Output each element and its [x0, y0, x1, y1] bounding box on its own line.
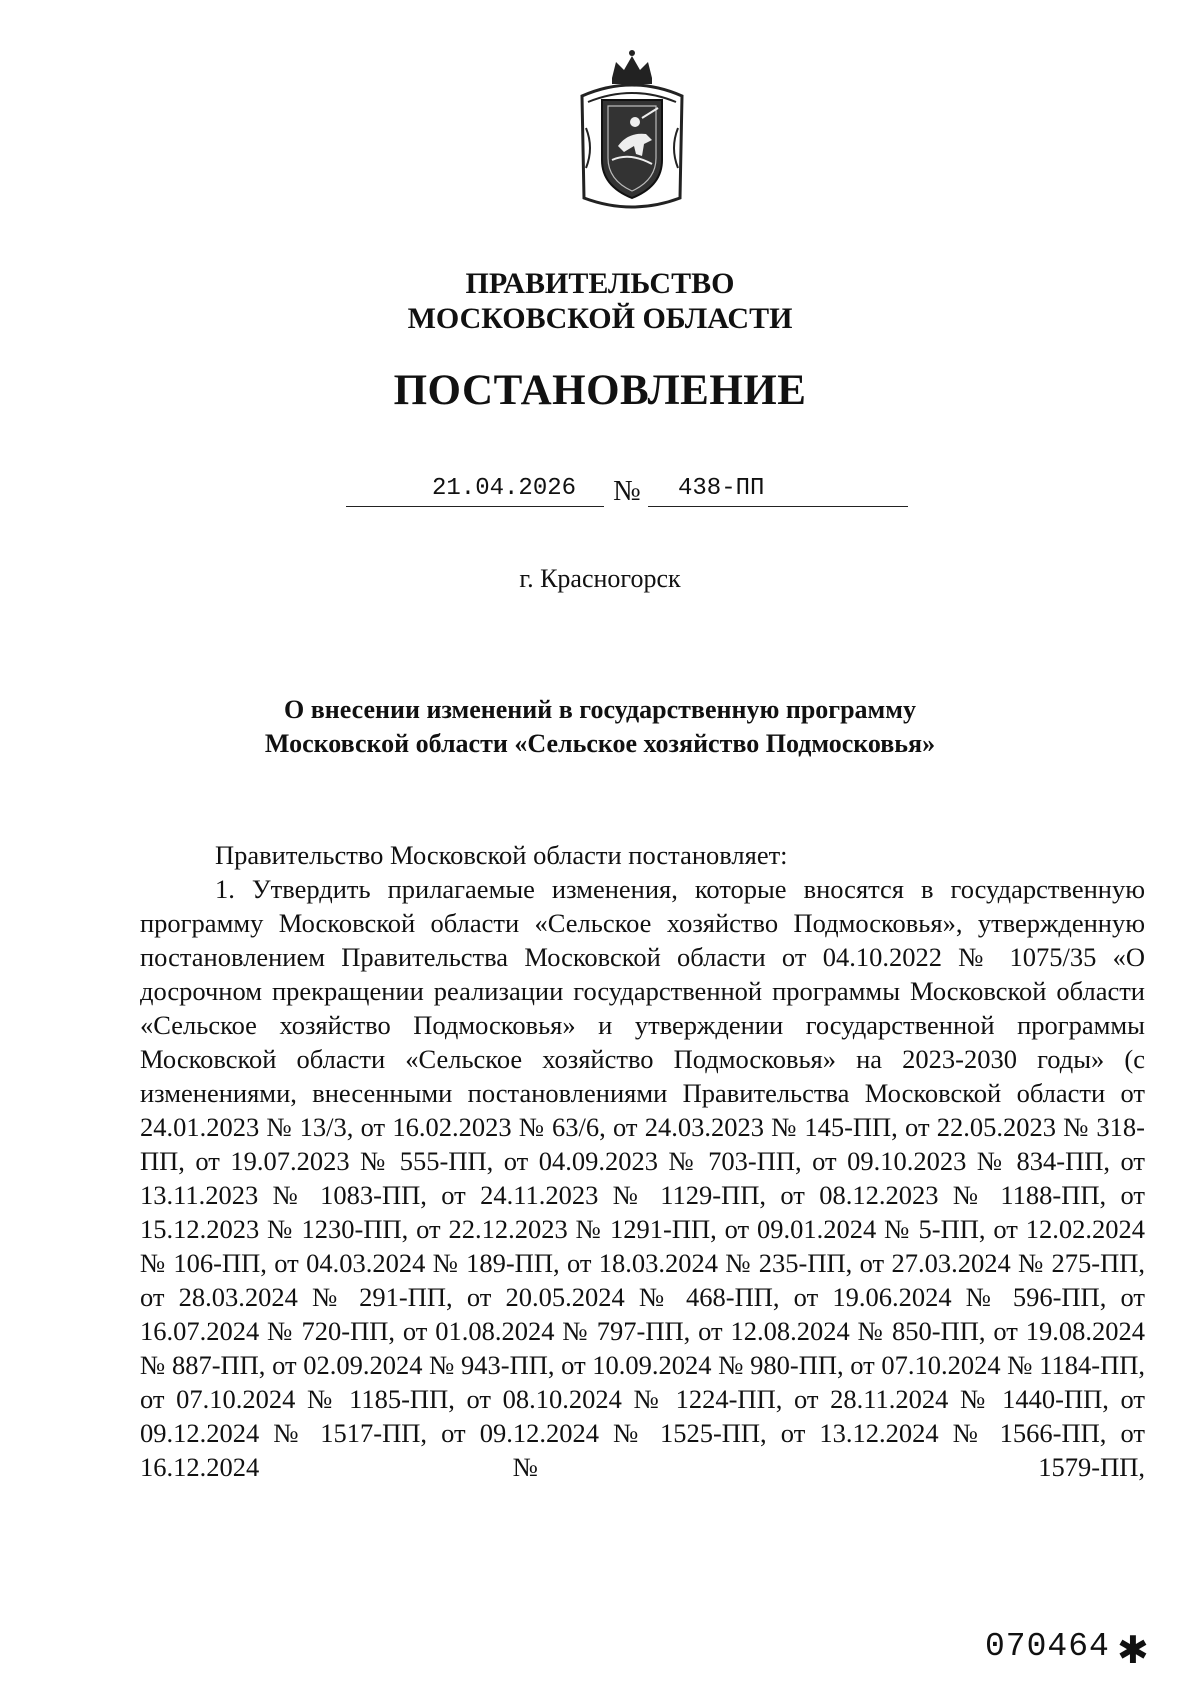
registration-date-field	[346, 472, 604, 507]
body-item-1: 1. Утвердить прилагаемые изменения, которые вносятся в государственную программу Московской области «Сельское хозяйство Подмосковья», утвержденную постановлением Правительства Московской области от 04.10.2022 № 1075/35 «О досрочном прекращении реализации государственной программы Московской области «Сельское хозяйство Подмосковья» и утверждении государственной программы Московской области «Сельское хозяйство Подмосковья» на 2023-2030 годы» (с изменениями, внесенными постановлениями Правительства Московской области от 24.01.2023 № 13/3, от 16.02.2023 № 63/6, от 24.03.2023 № 145-ПП, от 22.05.2023 № 318-ПП, от 19.07.2023 № 555-ПП, от 04.09.2023 № 703-ПП, от 09.10.2023 № 834-ПП, от 13.11.2023 № 1083-ПП, от 24.11.2023 № 1129-ПП, от 08.12.2023 № 1188-ПП, от 15.12.2023 № 1230-ПП, от 22.12.2023 № 1291-ПП, от 09.01.2024 № 5-ПП, от 12.02.2024 № 106-ПП, от 04.03.2024 № 189-ПП, от 18.03.2024 № 235-ПП, от 27.03.2024 № 275-ПП, от 28.03.2024 № 291-ПП, от 20.05.2024 № 468-ПП, от 19.06.2024 № 596-ПП, от 16.07.2024 № 720-ПП, от 01.08.2024 № 797-ПП, от 12.08.2024 № 850-ПП, от 19.08.2024 № 887-ПП, от 02.09.2024 № 943-ПП, от 10.09.2024 № 980-ПП, от 07.10.2024 № 1184-ПП, от 07.10.2024 № 1185-ПП, от 08.10.2024 № 1224-ПП, от 28.11.2024 № 1440-ПП, от 09.12.2024 № 1517-ПП, от 09.12.2024 № 1525-ПП, от 13.12.2024 № 1566-ПП, от 16.12.2024 № 1579-ПП,	[140, 874, 1145, 1482]
number-sign: №	[613, 475, 641, 507]
registration-number-field	[648, 472, 908, 507]
government-name-line-1: ПРАВИТЕЛЬСТВО	[465, 267, 735, 300]
asterisk-mark-icon: ✱	[1117, 1628, 1149, 1672]
document-type-title: ПОСТАНОВЛЕНИЕ	[393, 367, 807, 414]
coat-of-arms-icon	[572, 48, 692, 216]
document-body	[140, 838, 1145, 1484]
government-name-line-2: МОСКОВСКОЙ ОБЛАСТИ	[407, 302, 793, 335]
document-subject-line-1: О внесении изменений в государственную программу	[284, 695, 916, 724]
serial-number: 070464	[985, 1628, 1110, 1665]
body-intro: Правительство Московской области постановляет:	[215, 840, 788, 870]
city-name: г. Красногорск	[519, 564, 681, 593]
registration-number: 438-ПП	[678, 475, 765, 502]
document-subject-line-2: Московской области «Сельское хозяйство Подмосковья»	[264, 729, 936, 758]
registration-date: 21.04.2026	[432, 475, 577, 502]
